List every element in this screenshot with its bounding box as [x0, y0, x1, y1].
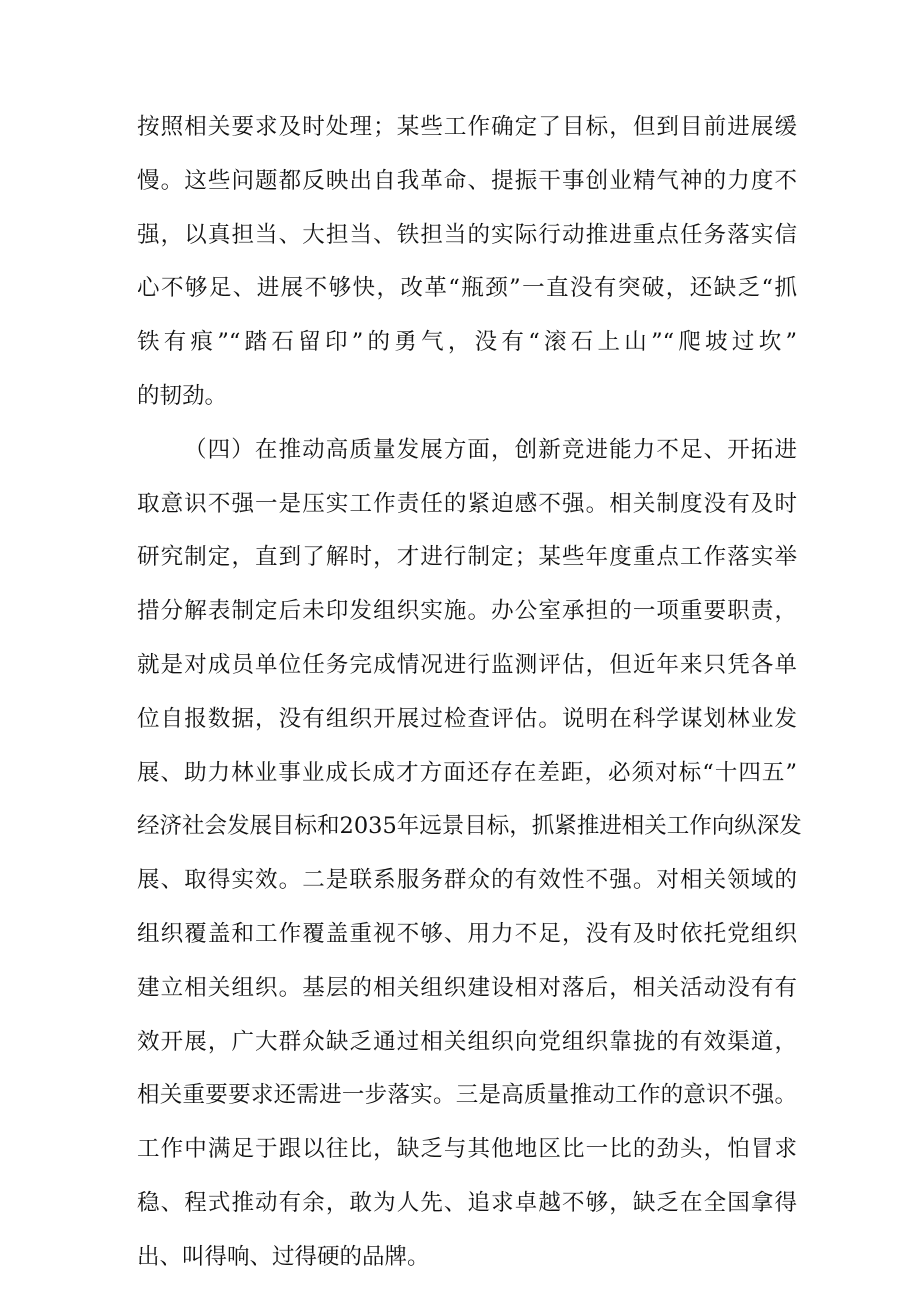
text-line: 稳、程式推动有余，敢为人先、追求卓越不够，缺乏在全国拿得	[137, 1189, 797, 1216]
text-line: 展、取得实效。二是联系服务群众的有效性不强。对相关领域的	[137, 867, 797, 894]
text-line: 强，以真担当、大担当、铁担当的实际行动推进重点任务落实信	[137, 221, 797, 248]
text-line: 的韧劲。	[137, 382, 228, 409]
text-line: 取意识不强一是压实工作责任的紧迫感不强。相关制度没有及时	[137, 490, 797, 517]
text-line: 心不够足、进展不够快，改革“瓶颈”一直没有突破，还缺乏“抓	[137, 275, 797, 302]
body-text	[137, 101, 802, 1285]
text-line: （四）在推动高质量发展方面，创新竞进能力不足、开拓进	[184, 436, 797, 463]
text-line: 相关重要要求还需进一步落实。三是高质量推动工作的意识不强。	[137, 1082, 797, 1109]
text-line: 铁有痕”“踏石留印”的勇气，没有“滚石上山”“爬坡过坎”	[137, 329, 797, 356]
text-line: 出、叫得响、过得硬的品牌。	[137, 1243, 430, 1270]
text-line: 措分解表制定后未印发组织实施。办公室承担的一项重要职责，	[137, 598, 797, 625]
text-line: 经济社会发展目标和2035年远景目标，抓紧推进相关工作向纵深发	[137, 813, 802, 840]
text-line: 就是对成员单位任务完成情况进行监测评估，但近年来只凭各单	[137, 651, 797, 678]
text-line: 展、助力林业事业成长成才方面还存在差距，必须对标“十四五”	[137, 759, 797, 786]
text-line: 位自报数据，没有组织开展过检查评估。说明在科学谋划林业发	[137, 705, 797, 732]
text-line: 工作中满足于跟以往比，缺乏与其他地区比一比的劲头，怕冒求	[137, 1136, 797, 1163]
text-line: 组织覆盖和工作覆盖重视不够、用力不足，没有及时依托党组织	[137, 920, 797, 947]
text-line: 建立相关组织。基层的相关组织建设相对落后，相关活动没有有	[137, 974, 797, 1001]
text-line: 效开展，广大群众缺乏通过相关组织向党组织靠拢的有效渠道，	[137, 1028, 797, 1055]
text-line: 慢。这些问题都反映出自我革命、提振干事创业精气神的力度不	[137, 167, 797, 194]
text-line: 按照相关要求及时处理；某些工作确定了目标，但到目前进展缓	[137, 114, 797, 140]
text-line: 研究制定，直到了解时，才进行制定；某些年度重点工作落实举	[137, 544, 797, 571]
